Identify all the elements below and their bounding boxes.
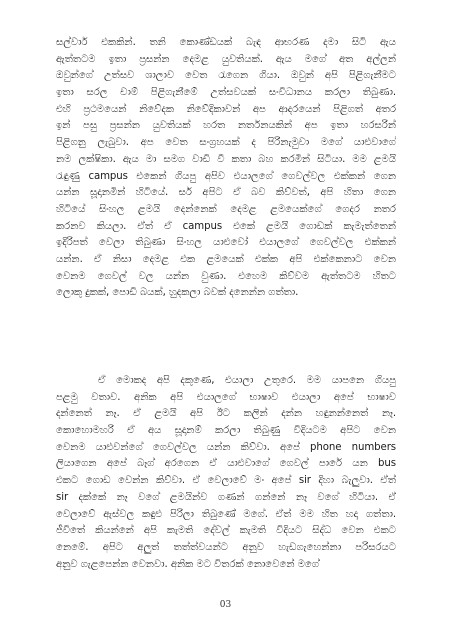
text-line: නෙමේ. අපිට අලුත් තත්ත්වයන්ට අනුව හැඩගැහෙන්නා පරිසරයට bbox=[56, 541, 396, 553]
text-line: යන්න සූදානමින් හිටියේ. සර් අපිට ඒ බව කිව්වත්, අපි හිතා ගෙන bbox=[56, 187, 396, 199]
text-line: වෙලාවේ ඇස්වල කඳුළු පිරිලා තිබුණේ මගේ. ඒත් මම හිත හදා ගත්තා. bbox=[56, 508, 396, 520]
text-line: ඉදිරිපත් වෙලා තිබුණා සිංහල යාළුවෝ එයාලගේ ගෙවල්වල එක්කන් bbox=[56, 237, 396, 249]
page-number: 03 bbox=[219, 600, 232, 610]
text-line: අනුව ගැළපෙන්න වෙනවා. අනික මට විතරක් නොවෙනේ මගේ bbox=[56, 558, 320, 570]
text-line: දන්නෙත් නෑ. ඒ ළමයි අපි ඊට කලින් දන්න හඳුනන්නෙත් නෑ. bbox=[56, 408, 396, 420]
text-line: ලොකු දුකක්, පොඩි බයක්, හුදකලා බවක් දනෙන්න ගත්තා. bbox=[56, 287, 299, 299]
text-line: යන්න. ඒ නිසා දෙමළ එක ළමයෙක් එක්ක අපි එක්කෙනාට වෙන bbox=[56, 253, 396, 265]
text-line: එකට ගොඩ වෙන්න කිව්වා. ඒ වෙලාවේ මං අපේ sir දිහා බැලුවා. ඒත් bbox=[56, 475, 396, 487]
paragraph-2 bbox=[56, 373, 396, 573]
text-line: වෙනම ගෙවල් වල යන්න වුණා. එහෙම කිව්වම ඇත්තටම හිතට bbox=[56, 270, 396, 282]
text-line: පළමු වතාව. අනික අපි එයාලගේ භාෂාව එයාලා අපේ භාෂාව bbox=[56, 391, 396, 403]
text-line: නම ලක්ෂිකා. ඇය මා සමග වාඩි වී කතා බහ කරමින් සිටියා. මම ළමයි bbox=[56, 153, 396, 165]
text-line: ඒ මොකද අපි දකුණෙ, එයාලා උතුරෙ. මම යාපනෙ ගියපු bbox=[98, 375, 396, 386]
text-line: කොහොමහරි ඒ අය සූදානම් කරලා තිබුණු විදියටම අපිට වෙන bbox=[56, 425, 396, 437]
text-line: හිටියේ සිංහල ළමයි දෙන්නෙක් දෙමළ ළමයෙක්ගේ ගෙදර නතර bbox=[56, 203, 396, 215]
text-line: රැඳුණු campus එකෙන් ගියපු අපිව එයාලගේ ගෙවල්වල එක්කන් ගෙන bbox=[56, 170, 396, 182]
text-line: සල්වාර් එකකින්. තනි කොණ්ඩයක් බැඳ ආභරණ දමා සිටි ඇය bbox=[56, 37, 396, 48]
text-line: ඔවුන්ගේ උත්සව ශාලාව වෙත රැගෙන ගියා. ඔවුන් අපි පිළිගැනීමට bbox=[56, 70, 396, 82]
text-line: ජීවිතේ කියන්නේ අපි කැමති දේවල් කැමති විදියට සිද්ධ වෙන එකට bbox=[56, 525, 396, 537]
text-line: එහි ප්‍රථමයෙන් නිවේදක නිවේදිකාවන් අප ආදරයෙන් පිළිගත් අතර bbox=[56, 103, 396, 115]
text-line: ලියාගෙන අපේ බෑග් අරගෙන ඒ යාළුවාගේ ගෙවල් පාරේ යන bus bbox=[56, 458, 396, 470]
text-line: ඉතා සරල චාම් පිළිගැනීමේ උත්සවයක් සංවිධානය කරලා තිබුණා. bbox=[56, 87, 396, 99]
text-line: පිළිගනු ලැබුවා. අප වෙත සංග්‍රහයක් ද පිරිනැමුවා මගේ යාළුවාගේ bbox=[56, 137, 396, 149]
paragraph-1 bbox=[56, 35, 396, 302]
text-line: ඇත්තටම ඉතා ප්‍රසන්න දෙමළ යුවතියක්. ඇය මගේ අත අල්ලන් bbox=[56, 53, 396, 65]
text-line: කරනව කියලා. ඒත් ඒ campus එකේ ළමයි ගොඩක් කැමැත්තෙන් bbox=[56, 220, 396, 232]
text-line: sir දක්කේ නෑ වගේ ළමයින්ව ගණන් ගන්නේ නෑ වගේ හිටියා. ඒ bbox=[56, 491, 396, 503]
text-line: ඉන් පසු ප්‍රසන්න යුවතියක් හරත නර්තනයකින් අප ඉතා හරසරින් bbox=[56, 120, 396, 132]
text-line: වෙනම යාළුවන්ගේ ගෙවල්වල යන්න කිව්වා. අපේ phone numbers bbox=[56, 441, 396, 453]
